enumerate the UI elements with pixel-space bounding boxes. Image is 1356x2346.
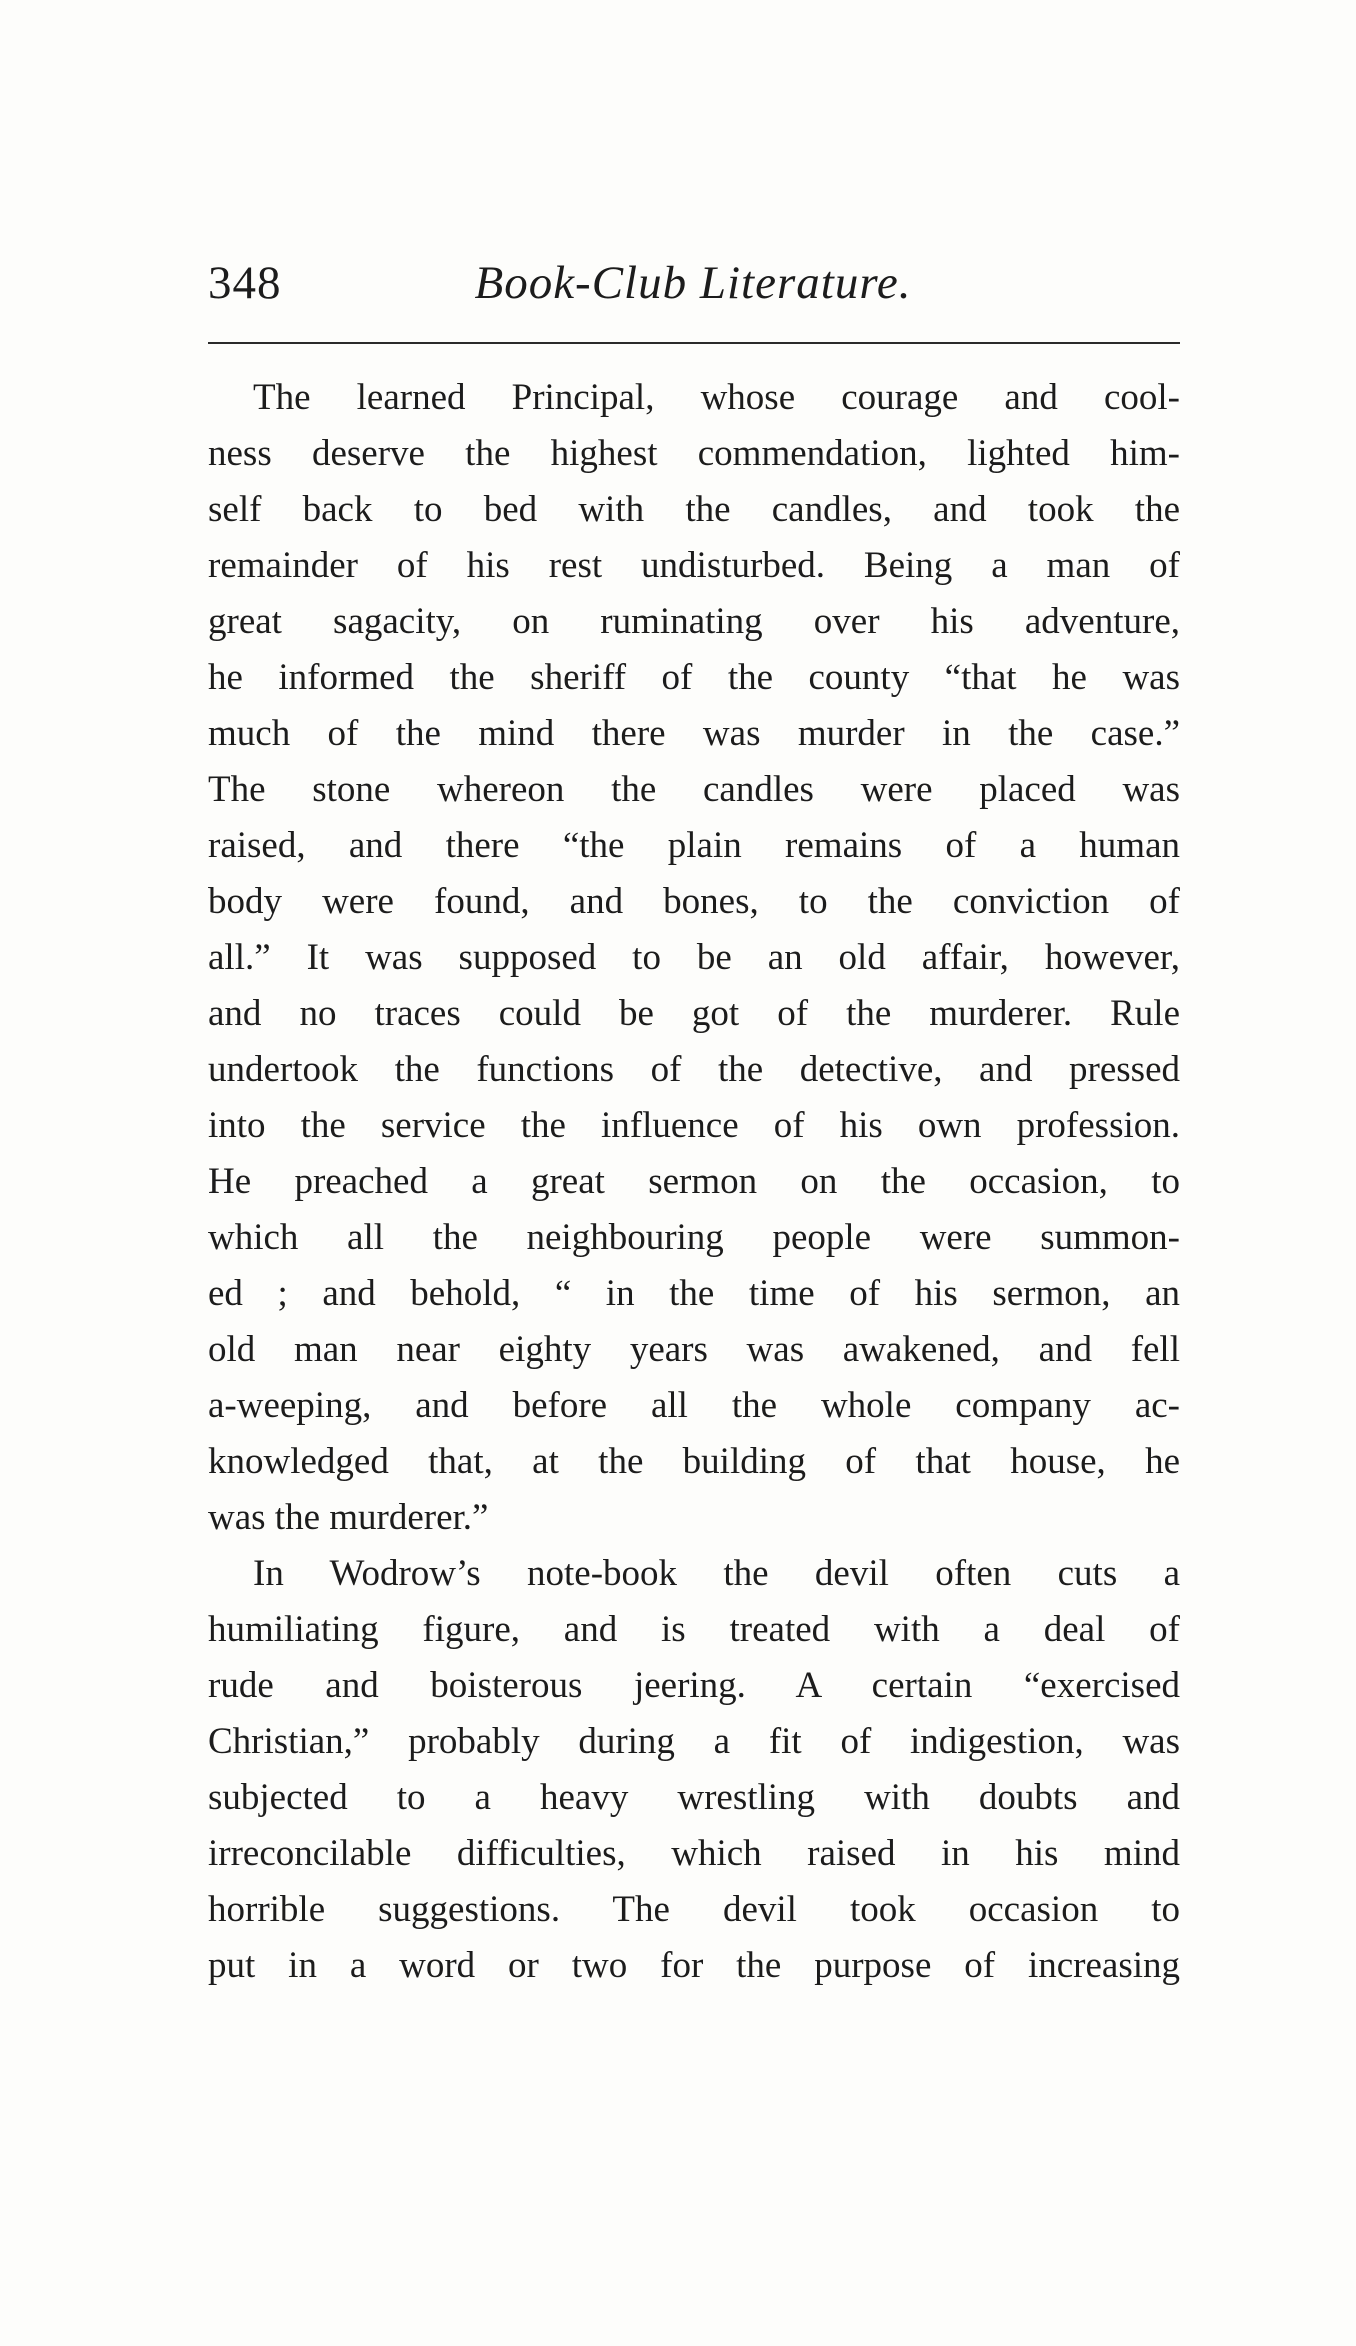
text-line: a-weeping, and before all the whole company ac- [208,1385,1180,1426]
text-line: The stone whereon the candles were placed was [208,769,1180,810]
text-line: He preached a great sermon on the occasion, to [208,1161,1180,1202]
text-line: was the murderer.” [208,1497,489,1538]
text-line: ness deserve the highest commendation, lighted him- [208,433,1180,474]
paragraph-1 [208,370,1180,1546]
text-line: all.” It was supposed to be an old affair, however, [208,937,1180,978]
text-line: great sagacity, on ruminating over his adventure, [208,601,1180,642]
text-line: old man near eighty years was awakened, and fell [208,1329,1180,1370]
text-line: put in a word or two for the purpose of increasing [208,1945,1180,1986]
text-line: and no traces could be got of the murderer. Rule [208,993,1180,1034]
page-header [208,250,1178,330]
paragraph-2 [208,1546,1180,1994]
body-text [208,370,1180,1994]
header-rule [208,342,1180,344]
text-line: remainder of his rest undisturbed. Being a man of [208,545,1180,586]
text-line: The learned Principal, whose courage and cool- [253,377,1180,418]
text-line: self back to bed with the candles, and took the [208,489,1180,530]
text-line: raised, and there “the plain remains of a human [208,825,1180,866]
text-line: rude and boisterous jeering. A certain “exercised [208,1665,1180,1706]
text-line: undertook the functions of the detective, and pressed [208,1049,1180,1090]
running-title: Book-Club Literature. [474,257,912,309]
text-line: he informed the sheriff of the county “that he was [208,657,1180,698]
text-line: body were found, and bones, to the conviction of [208,881,1180,922]
text-line: horrible suggestions. The devil took occasion to [208,1889,1180,1930]
text-line: irreconcilable difficulties, which raised in his mind [208,1833,1180,1874]
text-line: subjected to a heavy wrestling with doubts and [208,1777,1180,1818]
text-line: Christian,” probably during a fit of indigestion, was [208,1721,1180,1762]
text-line: much of the mind there was murder in the case.” [208,713,1180,754]
page-number: 348 [208,257,282,309]
text-line: In Wodrow’s note-book the devil often cuts a [253,1553,1180,1594]
text-line: which all the neighbouring people were summon- [208,1217,1180,1258]
text-line: into the service the influence of his own profession. [208,1105,1180,1146]
text-line: humiliating figure, and is treated with a deal of [208,1609,1180,1650]
text-line: ed ; and behold, “ in the time of his sermon, an [208,1273,1180,1314]
text-line: knowledged that, at the building of that house, he [208,1441,1180,1482]
